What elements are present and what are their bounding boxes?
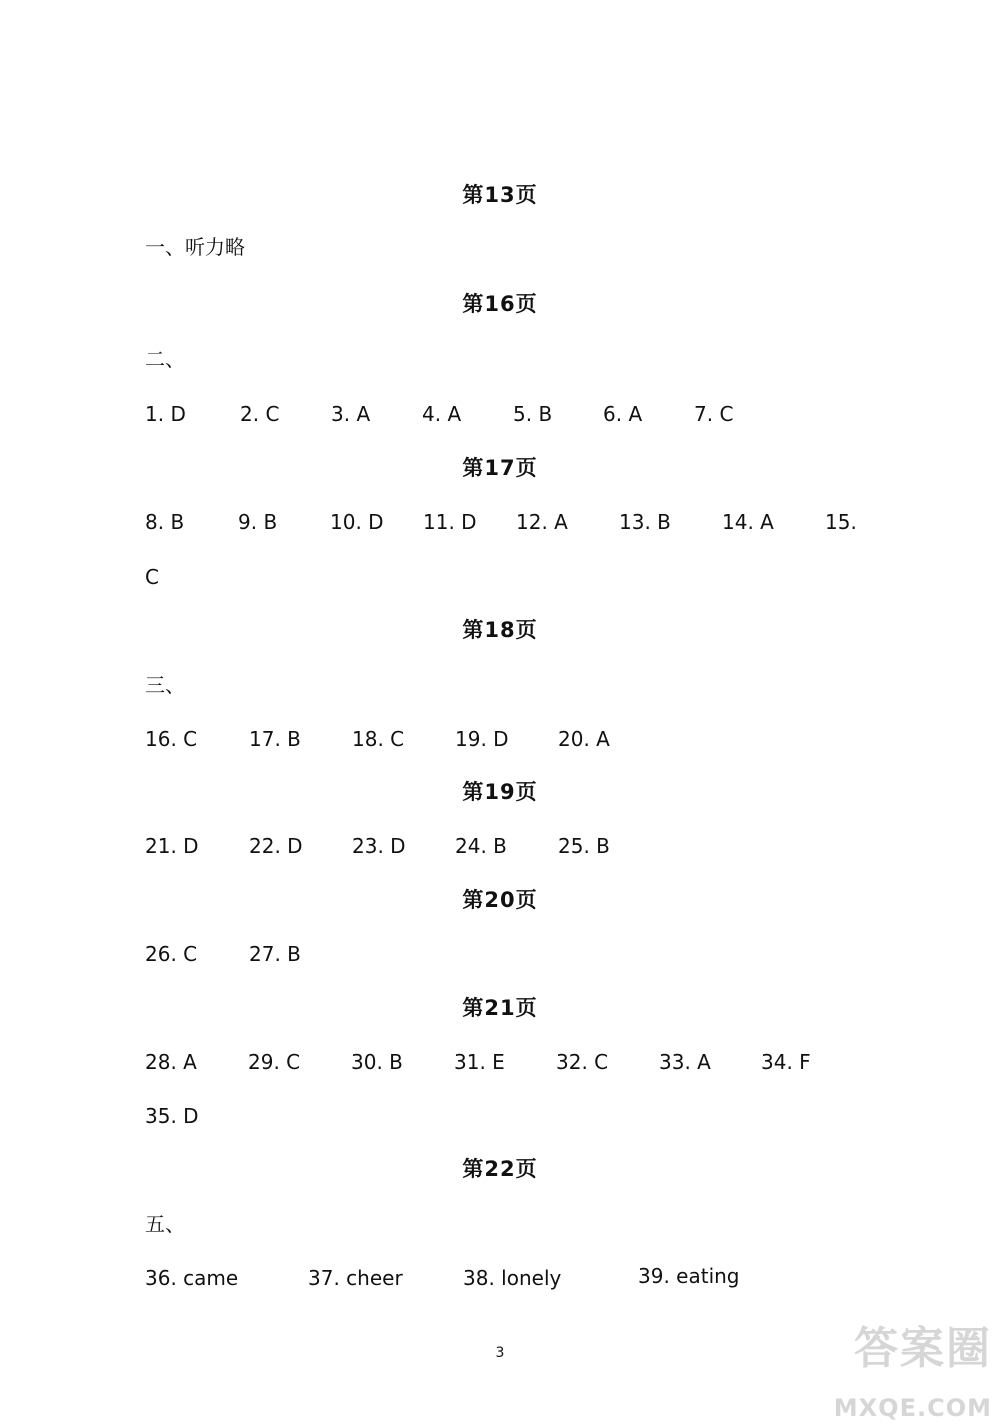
heading-page-13: 第13页 — [462, 183, 538, 207]
answer-item: 17. B — [249, 727, 301, 751]
answer-item: 39. eating — [638, 1264, 740, 1288]
answer-item: 22. D — [249, 834, 303, 858]
answer-item: 24. B — [455, 834, 507, 858]
answer-item: 12. A — [516, 510, 568, 534]
heading-page-20: 第20页 — [462, 888, 538, 912]
answer-item: 37. cheer — [308, 1266, 403, 1290]
heading-page-16: 第16页 — [462, 292, 538, 316]
answer-item: 23. D — [352, 834, 406, 858]
answer-item: 16. C — [145, 727, 198, 751]
watermark-logo — [817, 1312, 992, 1422]
answer-item: 2. C — [240, 402, 280, 426]
section-three-label: 三、 — [145, 673, 185, 697]
answer-item: 3. A — [331, 402, 371, 426]
answer-item: 18. C — [352, 727, 405, 751]
answer-item: 25. B — [558, 834, 610, 858]
heading-page-17: 第17页 — [462, 456, 538, 480]
heading-page-19: 第19页 — [462, 780, 538, 804]
answer-item: 6. A — [603, 402, 643, 426]
answer-item: 4. A — [422, 402, 462, 426]
watermark-title: 答案圈 — [854, 1323, 992, 1374]
answer-item: 36. came — [145, 1266, 239, 1290]
answer-item: 38. lonely — [463, 1266, 562, 1290]
answer-item: 27. B — [249, 942, 301, 966]
answer-item: 11. D — [423, 510, 477, 534]
answer-item: 5. B — [513, 402, 553, 426]
answer-item: 14. A — [722, 510, 774, 534]
answer-item: 31. E — [454, 1050, 505, 1074]
answer-item: 1. D — [145, 402, 186, 426]
answer-item: 34. F — [761, 1050, 811, 1074]
answer-item: 19. D — [455, 727, 509, 751]
answer-item: 7. C — [694, 402, 734, 426]
answer-item: 33. A — [659, 1050, 711, 1074]
page-number: 3 — [495, 1345, 505, 1361]
answer-item: 21. D — [145, 834, 199, 858]
section-five-label: 五、 — [145, 1212, 185, 1236]
answer-item: 26. C — [145, 942, 198, 966]
answer-item: C — [145, 565, 159, 589]
answer-item: 29. C — [248, 1050, 301, 1074]
answer-item: 30. B — [351, 1050, 403, 1074]
heading-page-22: 第22页 — [462, 1157, 538, 1181]
answer-item: 28. A — [145, 1050, 197, 1074]
answer-item: 8. B — [145, 510, 185, 534]
answer-item: 15. — [825, 510, 857, 534]
heading-page-18: 第18页 — [462, 618, 538, 642]
section-two-label: 二、 — [145, 347, 185, 371]
answer-item: 20. A — [558, 727, 610, 751]
answer-item: 10. D — [330, 510, 384, 534]
heading-page-21: 第21页 — [462, 996, 538, 1020]
answer-item: 32. C — [556, 1050, 609, 1074]
section-listening-omitted: 一、听力略 — [145, 235, 245, 259]
answer-item: 13. B — [619, 510, 671, 534]
answer-item: 9. B — [238, 510, 278, 534]
watermark-url: MXQE.COM — [833, 1394, 992, 1422]
answer-item: 35. D — [145, 1104, 199, 1128]
